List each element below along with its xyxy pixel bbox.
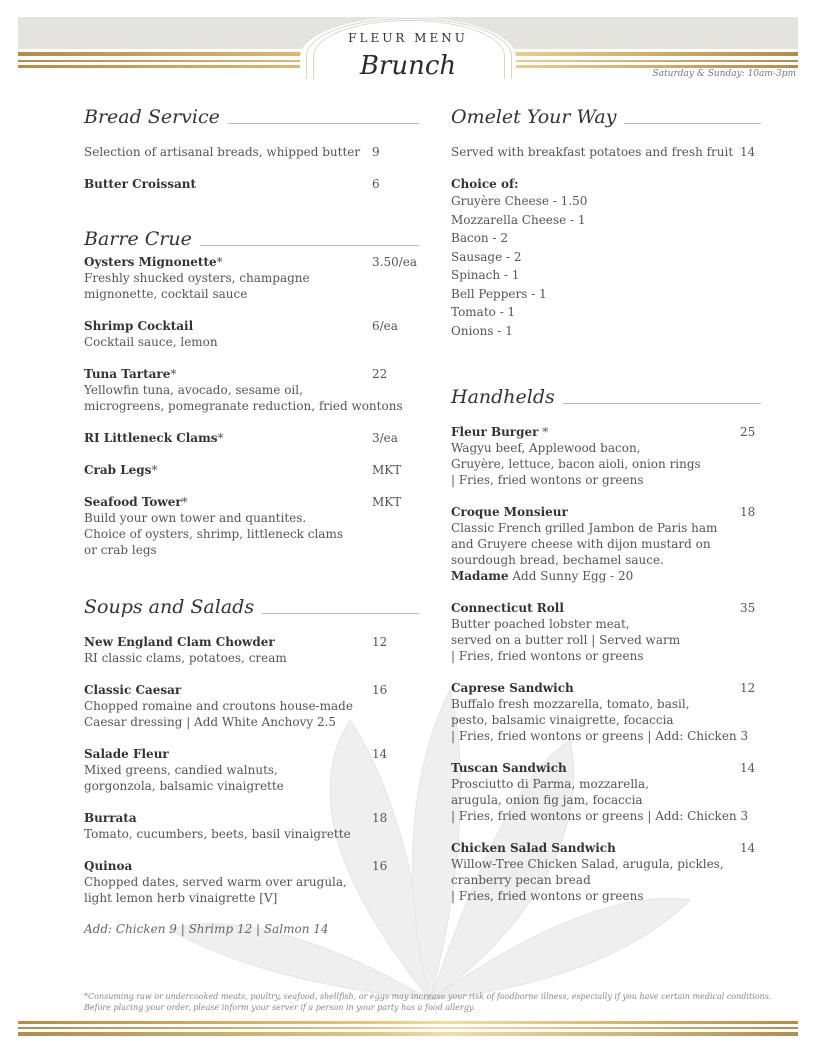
menu-item xyxy=(84,494,419,558)
footnote-line: Before placing your order, please inform your server if a person in your party has a food allergy. xyxy=(84,1003,475,1012)
brand-name: FLEUR MENU xyxy=(348,31,468,45)
item-description: cranberry pecan bread xyxy=(451,873,591,887)
section-title: Bread Service xyxy=(84,106,220,128)
item-price: 18 xyxy=(740,505,756,519)
item-title xyxy=(84,176,419,192)
item-description: Gruyère, lettuce, bacon aioli, onion rings xyxy=(451,457,701,471)
item-title xyxy=(84,254,419,270)
omelet-choice: Bacon - 2 xyxy=(451,231,508,245)
menu-item xyxy=(84,318,419,350)
item-description: | Fries, fried wontons or greens xyxy=(451,473,644,487)
section-title: Handhelds xyxy=(451,386,555,408)
item-name: Crab Legs xyxy=(84,463,152,477)
menu-item xyxy=(451,600,761,664)
item-title xyxy=(84,810,419,826)
item-name: Chicken Salad Sandwich xyxy=(451,841,616,855)
section-barre-header xyxy=(84,226,419,252)
section-rule xyxy=(200,245,419,246)
item-description: Selection of artisanal breads, whipped butter xyxy=(84,145,361,159)
menu-item xyxy=(451,760,761,824)
item-title xyxy=(451,840,761,856)
item-title xyxy=(84,634,419,650)
section-omelet-header xyxy=(451,104,761,130)
item-name: Connecticut Roll xyxy=(451,601,564,615)
item-price: 18 xyxy=(372,811,388,825)
item-price: 25 xyxy=(740,425,756,439)
item-price: 3/ea xyxy=(372,431,398,445)
item-title xyxy=(84,430,419,446)
item-description: mignonette, cocktail sauce xyxy=(84,287,248,301)
right-column xyxy=(451,104,761,920)
item-description: Yellowfin tuna, avocado, sesame oil, xyxy=(84,383,303,397)
item-name: Tuscan Sandwich xyxy=(451,761,567,775)
item-name: Croque Monsieur xyxy=(451,505,568,519)
item-title xyxy=(84,318,419,334)
item-description: served on a butter roll | Served warm xyxy=(451,633,681,647)
omelet-choice: Tomato - 1 xyxy=(451,305,516,319)
add-protein-note: Add: Chicken 9 | Shrimp 12 | Salmon 14 xyxy=(84,922,329,936)
item-description: light lemon herb vinaigrette [V] xyxy=(84,891,278,905)
menu-item xyxy=(84,746,419,794)
item-title xyxy=(84,462,419,478)
section-rule xyxy=(563,403,761,404)
item-title xyxy=(84,746,419,762)
item-description: sourdough bread, bechamel sauce. xyxy=(451,553,664,567)
item-title xyxy=(451,424,761,440)
item-description: Chopped romaine and croutons house-made xyxy=(84,699,353,713)
item-description: Willow-Tree Chicken Salad, arugula, pickles, xyxy=(451,857,724,871)
item-description: | Fries, fried wontons or greens | Add: Chicken 3 xyxy=(451,809,749,823)
menu-item xyxy=(84,858,419,906)
omelet-choices xyxy=(451,176,761,340)
item-description: Cocktail sauce, lemon xyxy=(84,335,218,349)
section-handhelds-header xyxy=(451,384,761,410)
omelet-choice: Onions - 1 xyxy=(451,323,513,338)
section-title: Omelet Your Way xyxy=(451,106,617,128)
item-description: Caesar dressing | Add White Anchovy 2.5 xyxy=(84,715,337,729)
item-title xyxy=(84,366,419,382)
item-name: New England Clam Chowder xyxy=(84,635,275,649)
item-description: arugula, onion fig jam, focaccia xyxy=(451,793,643,807)
item-title xyxy=(84,858,419,874)
item-description: Choice of oysters, shrimp, littleneck clams xyxy=(84,527,343,541)
omelet-price: 14 xyxy=(740,145,756,159)
item-name: RI Littleneck Clams xyxy=(84,431,218,445)
page-title: Brunch xyxy=(359,51,457,81)
menu-item xyxy=(84,810,419,842)
menu-item xyxy=(451,424,761,488)
item-star: * xyxy=(181,495,188,509)
item-name: Fleur Burger xyxy=(451,425,539,439)
omelet-choice: Gruyère Cheese - 1.50 xyxy=(451,194,588,208)
item-name: Shrimp Cocktail xyxy=(84,319,194,333)
item-price: 14 xyxy=(740,761,756,775)
item-title xyxy=(451,504,761,520)
item-name: Oysters Mignonette xyxy=(84,255,217,269)
choice-label: Choice of: xyxy=(451,177,519,191)
item-name: Butter Croissant xyxy=(84,177,197,191)
item-price: 9 xyxy=(372,145,380,159)
omelet-choice: Mozzarella Cheese - 1 xyxy=(451,212,586,227)
item-price: MKT xyxy=(372,495,402,509)
item-title xyxy=(84,682,419,698)
item-price: 6/ea xyxy=(372,319,398,333)
menu-item xyxy=(451,840,761,904)
section-rule xyxy=(262,613,419,614)
item-name: Salade Fleur xyxy=(84,747,169,761)
menu-item xyxy=(84,176,419,192)
item-description: Tomato, cucumbers, beets, basil vinaigrette xyxy=(84,827,351,841)
item-description: and Gruyere cheese with dijon mustard on xyxy=(451,537,711,551)
menu-item xyxy=(84,682,419,730)
item-title xyxy=(451,600,761,616)
item-star: * xyxy=(151,463,158,477)
section-rule xyxy=(228,123,419,124)
item-description: RI classic clams, potatoes, cream xyxy=(84,651,287,665)
menu-item xyxy=(84,634,419,666)
section-title: Soups and Salads xyxy=(84,596,255,618)
item-extra-text: Add Sunny Egg - 20 xyxy=(508,569,634,583)
item-description: | Fries, fried wontons or greens xyxy=(451,649,644,663)
hours-text: Saturday & Sunday: 10am-3pm xyxy=(652,69,796,79)
gold-stripe xyxy=(18,1027,798,1029)
menu-item xyxy=(84,366,419,414)
item-description: Build your own tower and quantites. xyxy=(84,511,307,525)
menu-item xyxy=(84,430,419,446)
menu-item xyxy=(84,462,419,478)
item-star: * xyxy=(538,425,549,439)
item-star: * xyxy=(170,367,177,381)
omelet-choice: Sausage - 2 xyxy=(451,249,522,264)
item-description: Butter poached lobster meat, xyxy=(451,617,630,631)
item-price: 3.50/ea xyxy=(372,255,418,269)
item-name: Classic Caesar xyxy=(84,683,182,697)
menu-item xyxy=(84,144,419,160)
item-price: 35 xyxy=(740,601,756,615)
item-price: 12 xyxy=(372,635,388,649)
item-name: Quinoa xyxy=(84,859,133,873)
section-soups-header xyxy=(84,594,419,620)
section-title: Barre Crue xyxy=(84,228,192,250)
item-star: * xyxy=(216,255,223,269)
item-star: * xyxy=(217,431,224,445)
item-price: 14 xyxy=(372,747,388,761)
item-title xyxy=(451,760,761,776)
menu-item xyxy=(451,504,761,584)
item-name: Burrata xyxy=(84,811,137,825)
item-description: | Fries, fried wontons or greens | Add: Chicken 3 xyxy=(451,729,749,743)
item-name: Tuna Tartare xyxy=(84,367,171,381)
item-description: Freshly shucked oysters, champagne xyxy=(84,271,310,285)
item-description: Buffalo fresh mozzarella, tomato, basil, xyxy=(451,697,690,711)
section-rule xyxy=(624,123,761,124)
item-extra xyxy=(451,568,761,584)
item-description: Chopped dates, served warm over arugula, xyxy=(84,875,347,889)
left-column xyxy=(84,104,419,936)
omelet-choice: Bell Peppers - 1 xyxy=(451,286,547,301)
item-price: 22 xyxy=(372,367,388,381)
menu-item xyxy=(451,680,761,744)
item-description: | Fries, fried wontons or greens xyxy=(451,889,644,903)
footnote-line: *Consuming raw or undercooked meats, poultry, seafood, shellfish, or eggs may increase your risk of foodborne illness, especially if you have certain medical conditions. xyxy=(84,992,772,1001)
item-description: Classic French grilled Jambon de Paris ham xyxy=(451,521,718,535)
item-description: microgreens, pomegranate reduction, fried wontons xyxy=(84,399,403,413)
item-description: Wagyu beef, Applewood bacon, xyxy=(451,441,641,455)
omelet-choice: Spinach - 1 xyxy=(451,268,520,282)
item-description: Mixed greens, candied walnuts, xyxy=(84,763,278,777)
item-price: 16 xyxy=(372,683,388,697)
menu-item xyxy=(84,254,419,302)
item-title xyxy=(84,494,419,510)
section-bread-header xyxy=(84,104,419,130)
item-name: Seafood Tower xyxy=(84,495,182,509)
item-description: gorgonzola, balsamic vinaigrette xyxy=(84,779,284,793)
omelet-item xyxy=(451,144,761,160)
item-extra-label: Madame xyxy=(451,569,509,583)
item-description: pesto, balsamic vinaigrette, focaccia xyxy=(451,713,674,727)
omelet-desc: Served with breakfast potatoes and fresh fruit xyxy=(451,145,734,159)
item-price: 16 xyxy=(372,859,388,873)
item-name: Caprese Sandwich xyxy=(451,681,574,695)
gold-stripe xyxy=(18,1021,798,1024)
item-title xyxy=(451,680,761,696)
item-description: or crab legs xyxy=(84,543,157,557)
item-description: Prosciutto di Parma, mozzarella, xyxy=(451,777,649,791)
item-price: MKT xyxy=(372,463,402,477)
gold-stripe xyxy=(18,1032,798,1036)
item-price: 6 xyxy=(372,177,380,191)
item-price: 12 xyxy=(740,681,756,695)
item-price: 14 xyxy=(740,841,756,855)
allergy-footnote xyxy=(84,991,784,1013)
